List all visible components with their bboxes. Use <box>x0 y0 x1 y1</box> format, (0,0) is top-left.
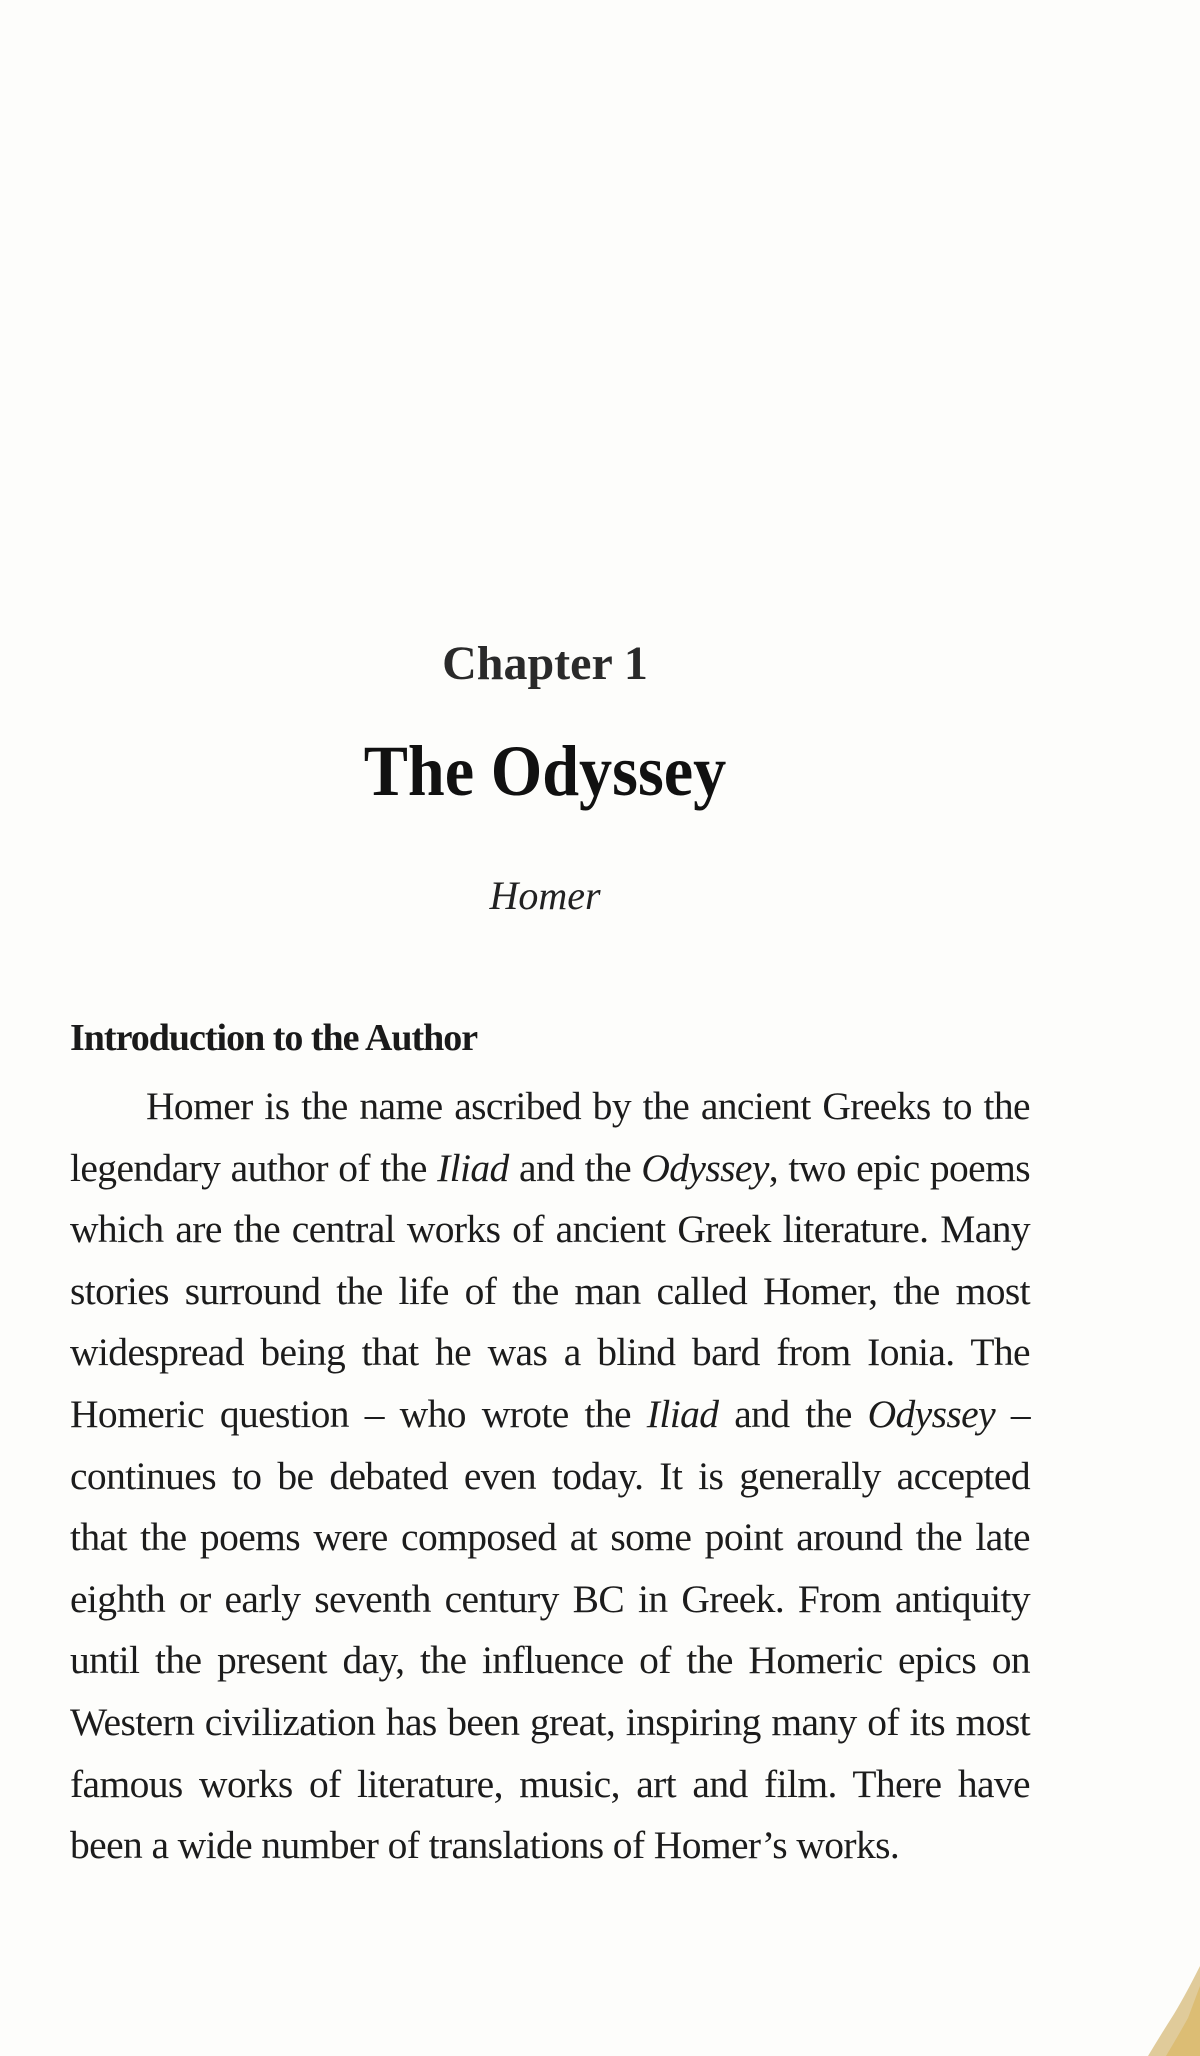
title-odyssey: Odyssey <box>641 1145 769 1190</box>
title-iliad: Iliad <box>646 1391 719 1436</box>
text-run: and the <box>718 1391 868 1436</box>
page-corner-wear <box>1130 1966 1200 2056</box>
text-run: – continues to be debated even today. It is generally accepted that the poems were composed at some point around the late eighth or early seventh century BC in Greek. From antiquity until the present day, the influence of the Homeric epics on Western civilization has been great, inspiring many of its most famous works of literature, music, art and film. There have been a wide number of translations of Homer’s works. <box>70 1391 1030 1868</box>
intro-paragraph <box>70 1076 1030 1877</box>
title-odyssey: Odyssey <box>867 1391 996 1436</box>
chapter-title: The Odyssey <box>363 731 727 811</box>
author-name: Homer <box>489 873 601 918</box>
text-run: , two epic poems which are the central works of ancient Greek literature. Many stories surround the life of the man called Homer, the most widespread being that he was a blind bard from Ionia. The Homeric question – who wrote the <box>70 1145 1030 1436</box>
section-heading: Introduction to the Author <box>70 1017 478 1059</box>
title-iliad: Iliad <box>437 1145 509 1190</box>
body-text <box>70 1076 1030 1877</box>
text-run: and the <box>508 1145 642 1190</box>
text-run: Homer is the name ascribed by the ancient Greeks to the legendary author of the <box>70 1084 1030 1190</box>
chapter-number: Chapter 1 <box>442 637 648 690</box>
